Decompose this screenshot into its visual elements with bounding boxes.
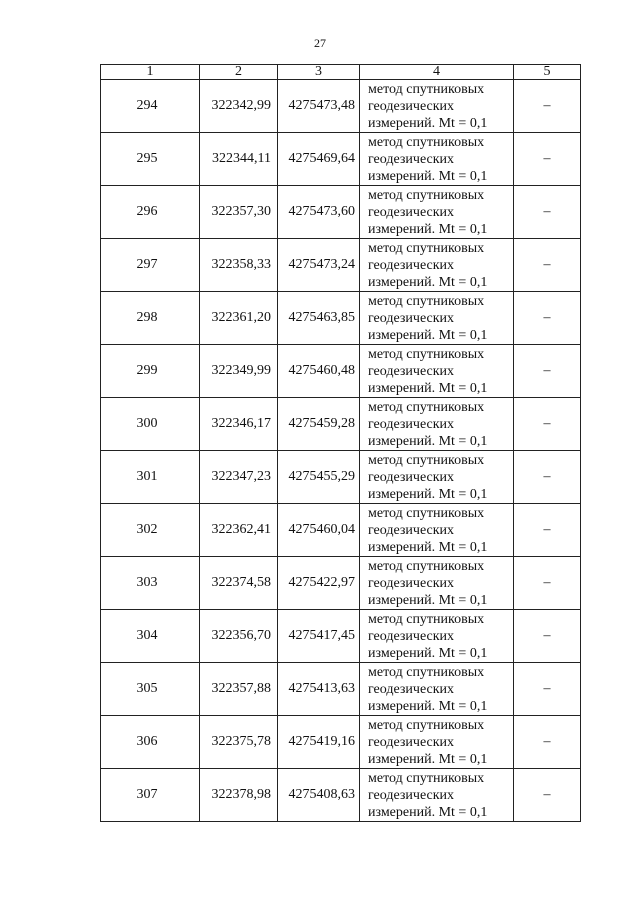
method-text-line: геодезических (368, 257, 455, 273)
point-number-cell: 306 (101, 716, 200, 769)
method-cell (360, 451, 514, 504)
method-text-line: метод спутниковых (368, 134, 485, 150)
y-coordinate-cell: 4275469,64 (278, 133, 360, 186)
x-coordinate-cell: 322347,23 (200, 451, 278, 504)
y-coordinate-cell: 4275408,63 (278, 769, 360, 822)
method-cell (360, 186, 514, 239)
point-number-cell: 302 (101, 504, 200, 557)
x-coordinate-cell: 322356,70 (200, 610, 278, 663)
table-row (101, 239, 581, 292)
method-text-line: измерений. Mt = 0,1 (368, 804, 488, 820)
column-header: 1 (101, 65, 200, 80)
method-text-line: геодезических (368, 204, 455, 220)
method-text-line: метод спутниковых (368, 452, 485, 468)
point-number-cell: 307 (101, 769, 200, 822)
point-number-cell: 298 (101, 292, 200, 345)
note-cell: – (514, 504, 581, 557)
method-text-line: измерений. Mt = 0,1 (368, 592, 488, 608)
method-text-line: метод спутниковых (368, 399, 485, 415)
header-row (101, 65, 581, 80)
table-row (101, 504, 581, 557)
method-text-line: метод спутниковых (368, 187, 485, 203)
y-coordinate-cell: 4275473,24 (278, 239, 360, 292)
column-header: 2 (200, 65, 278, 80)
table-body (101, 80, 581, 822)
table-row (101, 716, 581, 769)
x-coordinate-cell: 322349,99 (200, 345, 278, 398)
method-text-line: метод спутниковых (368, 81, 485, 97)
x-coordinate-cell: 322361,20 (200, 292, 278, 345)
x-coordinate-cell: 322358,33 (200, 239, 278, 292)
table-row (101, 663, 581, 716)
page-number: 27 (314, 36, 326, 50)
method-text-line: метод спутниковых (368, 717, 485, 733)
method-text-line: метод спутниковых (368, 770, 485, 786)
point-number-cell: 301 (101, 451, 200, 504)
method-text-line: метод спутниковых (368, 346, 485, 362)
point-number-cell: 297 (101, 239, 200, 292)
method-text-line: метод спутниковых (368, 558, 485, 574)
method-cell (360, 398, 514, 451)
method-text-line: геодезических (368, 151, 455, 167)
x-coordinate-cell: 322357,30 (200, 186, 278, 239)
y-coordinate-cell: 4275419,16 (278, 716, 360, 769)
coordinates-table (100, 64, 581, 822)
table-row (101, 769, 581, 822)
method-cell (360, 292, 514, 345)
point-number-cell: 295 (101, 133, 200, 186)
note-cell: – (514, 239, 581, 292)
method-text-line: метод спутниковых (368, 611, 485, 627)
method-text-line: измерений. Mt = 0,1 (368, 751, 488, 767)
table-row (101, 133, 581, 186)
method-text-line: метод спутниковых (368, 664, 485, 680)
table-row (101, 610, 581, 663)
method-cell (360, 716, 514, 769)
note-cell: – (514, 769, 581, 822)
method-text-line: измерений. Mt = 0,1 (368, 221, 488, 237)
method-cell (360, 663, 514, 716)
point-number-cell: 304 (101, 610, 200, 663)
method-cell (360, 345, 514, 398)
note-cell: – (514, 716, 581, 769)
method-text-line: геодезических (368, 310, 455, 326)
method-text-line: измерений. Mt = 0,1 (368, 168, 488, 184)
note-cell: – (514, 557, 581, 610)
method-cell (360, 610, 514, 663)
note-cell: – (514, 663, 581, 716)
method-text-line: геодезических (368, 363, 455, 379)
point-number-cell: 299 (101, 345, 200, 398)
method-text-line: геодезических (368, 628, 455, 644)
y-coordinate-cell: 4275463,85 (278, 292, 360, 345)
x-coordinate-cell: 322375,78 (200, 716, 278, 769)
table-row (101, 451, 581, 504)
x-coordinate-cell: 322344,11 (200, 133, 278, 186)
method-cell (360, 133, 514, 186)
y-coordinate-cell: 4275473,48 (278, 80, 360, 133)
y-coordinate-cell: 4275473,60 (278, 186, 360, 239)
point-number-cell: 296 (101, 186, 200, 239)
note-cell: – (514, 610, 581, 663)
note-cell: – (514, 345, 581, 398)
x-coordinate-cell: 322342,99 (200, 80, 278, 133)
method-text-line: геодезических (368, 98, 455, 114)
method-text-line: метод спутниковых (368, 240, 485, 256)
method-text-line: измерений. Mt = 0,1 (368, 539, 488, 555)
column-header: 5 (514, 65, 581, 80)
method-text-line: метод спутниковых (368, 505, 485, 521)
y-coordinate-cell: 4275460,04 (278, 504, 360, 557)
point-number-cell: 303 (101, 557, 200, 610)
table-row (101, 557, 581, 610)
x-coordinate-cell: 322378,98 (200, 769, 278, 822)
method-cell (360, 769, 514, 822)
method-text-line: геодезических (368, 522, 455, 538)
method-text-line: метод спутниковых (368, 293, 485, 309)
method-text-line: измерений. Mt = 0,1 (368, 486, 488, 502)
table-row (101, 80, 581, 133)
method-text-line: измерений. Mt = 0,1 (368, 380, 488, 396)
method-text-line: геодезических (368, 416, 455, 432)
y-coordinate-cell: 4275417,45 (278, 610, 360, 663)
method-text-line: измерений. Mt = 0,1 (368, 274, 488, 290)
method-text-line: геодезических (368, 681, 455, 697)
column-header: 3 (278, 65, 360, 80)
method-text-line: измерений. Mt = 0,1 (368, 115, 488, 131)
note-cell: – (514, 80, 581, 133)
table-row (101, 292, 581, 345)
y-coordinate-cell: 4275413,63 (278, 663, 360, 716)
method-text-line: измерений. Mt = 0,1 (368, 433, 488, 449)
point-number-cell: 294 (101, 80, 200, 133)
method-text-line: геодезических (368, 787, 455, 803)
method-text-line: измерений. Mt = 0,1 (368, 698, 488, 714)
y-coordinate-cell: 4275455,29 (278, 451, 360, 504)
x-coordinate-cell: 322362,41 (200, 504, 278, 557)
table-row (101, 186, 581, 239)
method-cell (360, 557, 514, 610)
note-cell: – (514, 292, 581, 345)
note-cell: – (514, 398, 581, 451)
method-cell (360, 80, 514, 133)
method-cell (360, 504, 514, 557)
point-number-cell: 305 (101, 663, 200, 716)
note-cell: – (514, 133, 581, 186)
method-cell (360, 239, 514, 292)
note-cell: – (514, 451, 581, 504)
method-text-line: геодезических (368, 575, 455, 591)
point-number-cell: 300 (101, 398, 200, 451)
column-header: 4 (360, 65, 514, 80)
x-coordinate-cell: 322346,17 (200, 398, 278, 451)
x-coordinate-cell: 322357,88 (200, 663, 278, 716)
method-text-line: измерений. Mt = 0,1 (368, 327, 488, 343)
note-cell: – (514, 186, 581, 239)
method-text-line: геодезических (368, 469, 455, 485)
x-coordinate-cell: 322374,58 (200, 557, 278, 610)
method-text-line: измерений. Mt = 0,1 (368, 645, 488, 661)
table-row (101, 398, 581, 451)
y-coordinate-cell: 4275460,48 (278, 345, 360, 398)
table-row (101, 345, 581, 398)
y-coordinate-cell: 4275459,28 (278, 398, 360, 451)
y-coordinate-cell: 4275422,97 (278, 557, 360, 610)
method-text-line: геодезических (368, 734, 455, 750)
